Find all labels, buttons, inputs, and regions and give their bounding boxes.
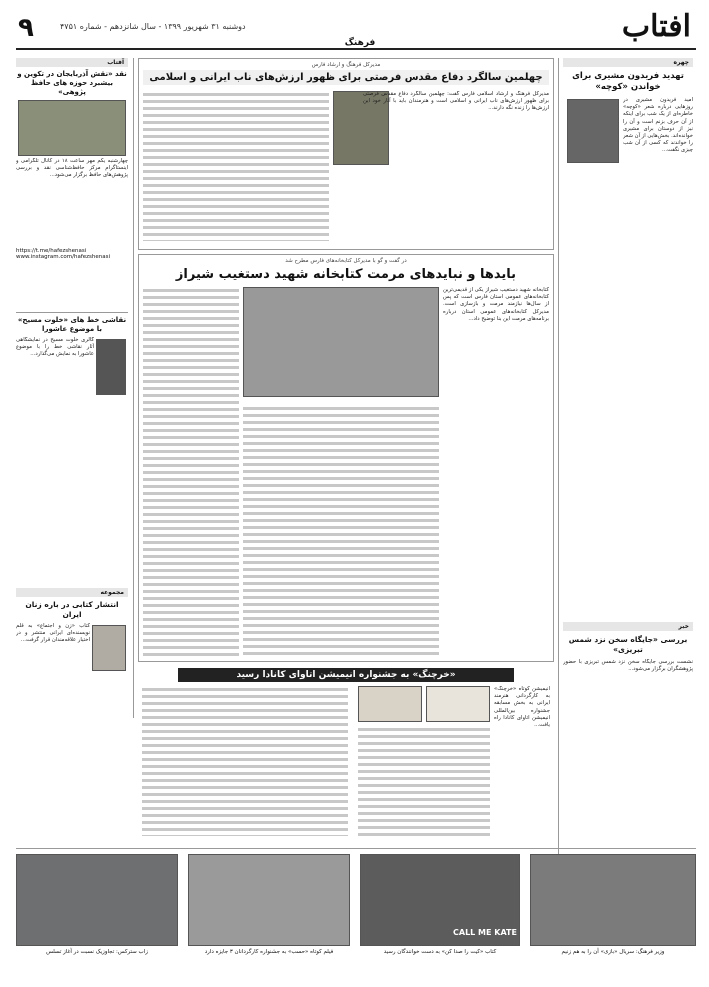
left-column-art-body: گالری خلوت مسیح در نمایشگاهی آثار نقاشی خط را با موضوع عاشورا به نمایش می‌گذارد... [16,337,94,358]
main-story-kicker: در گفت و گو با مدیرکل کتابخانه‌های فارس مطرح شد [285,258,407,264]
left-column [16,58,128,308]
left-column-link-1[interactable]: https://t.me/hafezshenasi [16,248,87,254]
left-column-tag: آفتاب [16,58,128,67]
left-column-art [16,312,128,584]
film-story-title: «خرچنگ» به جشنواره انیمیشن اتاوای کانادا رسید [178,668,514,682]
right-column-body: امید فریدون مشیری در روزهایی درباره شعر «کوچه» خاطره‌ای از یک شب برای اینکه از آن حرف بزنم است و آن را نیز از دوستان برای مشیری خوانده‌اند. بخش‌هایی از آن شعر را خواندند که کسی از آن شب چیزی نگفت... [623,97,693,154]
photo-strip-caption-1: زاب سترکس: تجاوزیک نسبت در آغاز تسلس [46,949,148,955]
right-column-news-body: نشست بررسی جایگاه سخن نزد شمس تبریزی با حضور پژوهشگران برگزار می‌شود... [563,659,693,673]
main-story-body: کتابخانه شهید دستغیب شیراز یکی از قدیمی‌ترین کتابخانه‌های عمومی استان فارس است که پس از سال‌ها نیازمند مرمت و بازسازی است. مدیرکل کتابخانه‌های عمومی استان درباره برنامه‌های مرمت این بنا توضیح داد... [443,287,549,322]
film-story [138,666,554,842]
photo-strip-caption-3: کتاب «کیت را صدا کن» به دست خوانندگان رسید [383,949,497,955]
left-column-art-title: نقاشی خط های «خلوت مسیح» با موضوع عاشورا [17,316,127,333]
lead-story [138,58,554,250]
photo-strip-image-2 [188,854,350,946]
left-column-title: نقد «نقش آذربایجان در تکوین و بیشبرد حوزه های حافظ پژوهی» [17,70,127,96]
section-title: فرهنگ [344,38,376,48]
film-still-photo-2 [426,686,490,722]
left-column-link-2[interactable]: www.instagram.com/hafezshenasi [16,254,111,260]
right-column [563,58,693,618]
left-column-book-body: کتاب «زن و اجتماع» به قلم نویسنده‌ای ایرانی منتشر و در اختیار علاقه‌مندان قرار گرفت... [16,623,90,644]
left-column-book-title: انتشار کتابی در باره زنان ایران [25,600,119,619]
right-column-title: تهدید فریدون مشیری برای خواندن «کوچه» [572,71,684,92]
right-column-news-tag: خبر [563,622,693,631]
main-story [138,254,554,662]
portrait-photo [567,99,619,163]
left-column-book [16,588,128,718]
dateline: دوشنبه ۳۱ شهریور ۱۳۹۹ - سال شانزدهم - شماره ۴۷۵۱ [60,22,246,31]
lead-story-kicker: مدیرکل فرهنگ و ارشاد فارس [311,62,381,68]
newspaper-logo: افتاب [621,9,691,44]
right-column-tag: چهره [563,58,693,67]
tomb-photo [18,100,126,156]
main-story-title: بایدها و نبایدهای مرمت کتابخانه شهید دستغیب شیراز [175,267,517,282]
photo-strip [16,854,696,976]
photo-strip-caption-2: فیلم کوتاه «حسب» به جشنواره کارگردانان ۳ جایزه دارد [204,949,334,955]
calligraphy-photo [96,339,126,395]
lead-story-body: مدیرکل فرهنگ و ارشاد اسلامی فارس گفت: چهلمین سالگرد دفاع مقدس فرصتی برای ظهور ارزش‌های ناب ایرانی و اسلامی است و هنرمندان باید با آثار خود این ارزش‌ها را زنده نگه دارند... [363,91,549,112]
page-number: ۹ [18,13,34,43]
photo-strip-image-3 [360,854,520,946]
book-cover [92,625,126,671]
photo-strip-caption-4: وزیر فرهنگ: سریال «بازی» آن را به هم زنیم [561,949,665,955]
film-still-photo-1 [358,686,422,722]
left-column-body: چهارشنبه یکم مهر ساعت ۱۸ در کانال تلگرامی و اینستاگرام مرکز حافظ‌شناسی نقد و بررسی پژوهش‌های حافظ برگزار می‌شود... [16,158,128,179]
left-column-book-tag: مجموعه [16,588,128,597]
main-story-photo [243,287,439,397]
book-cover-label: CALL ME KATE [453,928,517,937]
lead-story-title: چهلمین سالگرد دفاع مقدس فرصتی برای ظهور ارزش‌های ناب ایرانی و اسلامی [143,70,549,85]
film-story-body: انیمیشن کوتاه «خرچنگ» به کارگردانی هنرمند ایرانی به بخش مسابقه جشنواره بین‌المللی انیمیشن اتاوای کانادا راه یافت... [494,686,550,729]
photo-strip-image-1 [16,854,178,946]
right-column-news-title: بررسی «جایگاه سخن نزد شمس تبریزی» [568,635,688,654]
photo-strip-image-4 [530,854,696,946]
